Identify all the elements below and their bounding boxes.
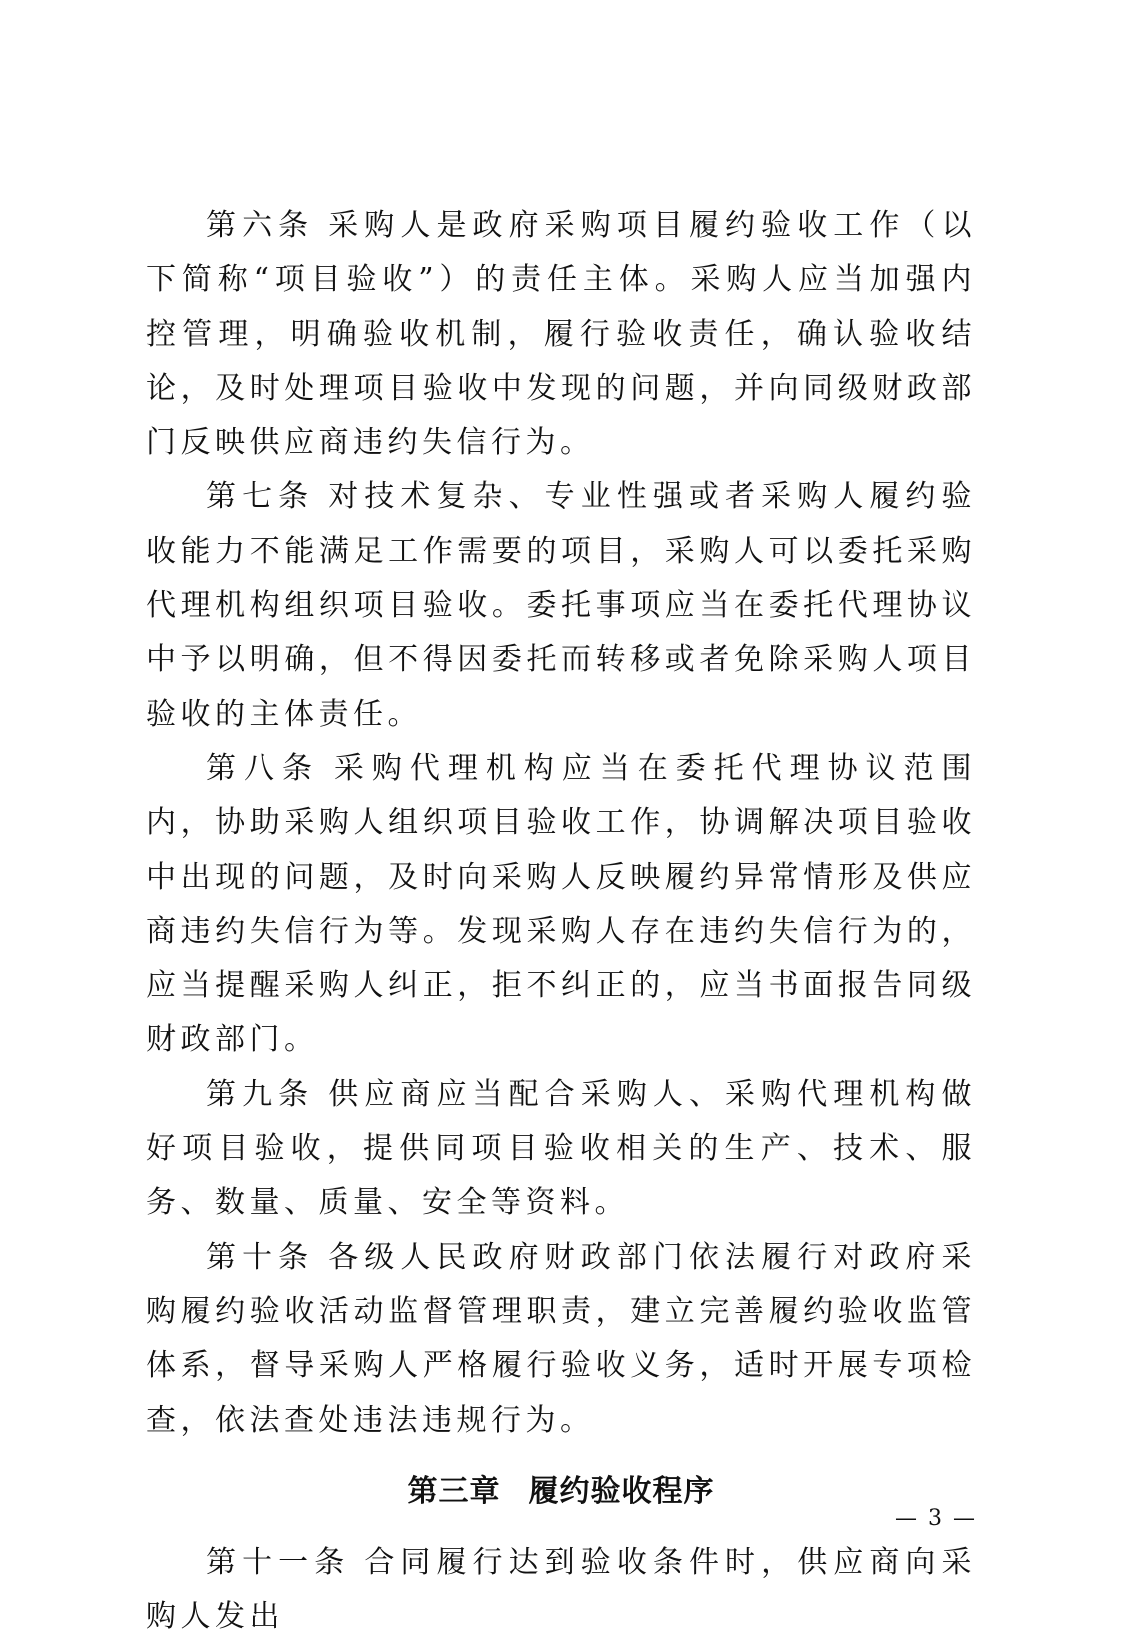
document-body: [146, 199, 976, 1644]
article-11-paragraph: [146, 1536, 976, 1644]
chapter-heading: [146, 1448, 976, 1536]
article-8-paragraph: [146, 742, 976, 1068]
article-text: 供应商应当配合采购人、采购代理机构做好项目验收，提供同项目验收相关的生产、技术、服务、数量、质量、安全等资料。: [146, 1076, 977, 1221]
page-number: — 3 —: [895, 1506, 977, 1531]
article-text: 采购代理机构应当在委托代理协议范围内，协助采购人组织项目验收工作，协调解决项目验收中出现的问题，及时向采购人反映履约异常情形及供应商违约失信行为等。发现采购人存在违约失信行为的，应当提醒采购人纠正，拒不纠正的，应当书面报告同级财政部门。: [146, 750, 977, 1058]
article-number: 第十一条: [206, 1544, 351, 1580]
article-number: 第八条: [206, 750, 320, 786]
article-7-paragraph: [146, 470, 976, 741]
article-number: 第九条: [206, 1076, 315, 1112]
article-text: 各级人民政府财政部门依法履行对政府采购履约验收活动监督管理职责，建立完善履约验收监管体系，督导采购人严格履行验收义务，适时开展专项检查，依法查处违法违规行为。: [146, 1239, 977, 1438]
article-number: 第六条: [206, 208, 315, 243]
article-text: 合同履行达到验收条件时，供应商向采购人发出: [146, 1544, 977, 1635]
chapter-title: 履约验收程序: [528, 1473, 715, 1509]
article-10-paragraph: [146, 1231, 976, 1448]
chapter-number: 第三章: [407, 1473, 501, 1509]
article-text: 采购人是政府采购项目履约验收工作（以下简称“项目验收”）的责任主体。采购人应当加强内控管理，明确验收机制，履行验收责任，确认验收结论，及时处理项目验收中发现的问题，并向同级财政部门反映供应商违约失信行为。: [146, 208, 977, 461]
article-text: 对技术复杂、专业性强或者采购人履约验收能力不能满足工作需要的项目，采购人可以委托采购代理机构组织项目验收。委托事项应当在委托代理协议中予以明确，但不得因委托而转移或者免除采购人项目验收的主体责任。: [146, 479, 977, 732]
article-number: 第十条: [206, 1239, 315, 1275]
article-9-paragraph: [146, 1068, 976, 1231]
article-6-paragraph: [146, 199, 976, 470]
article-number: 第七条: [206, 479, 315, 515]
